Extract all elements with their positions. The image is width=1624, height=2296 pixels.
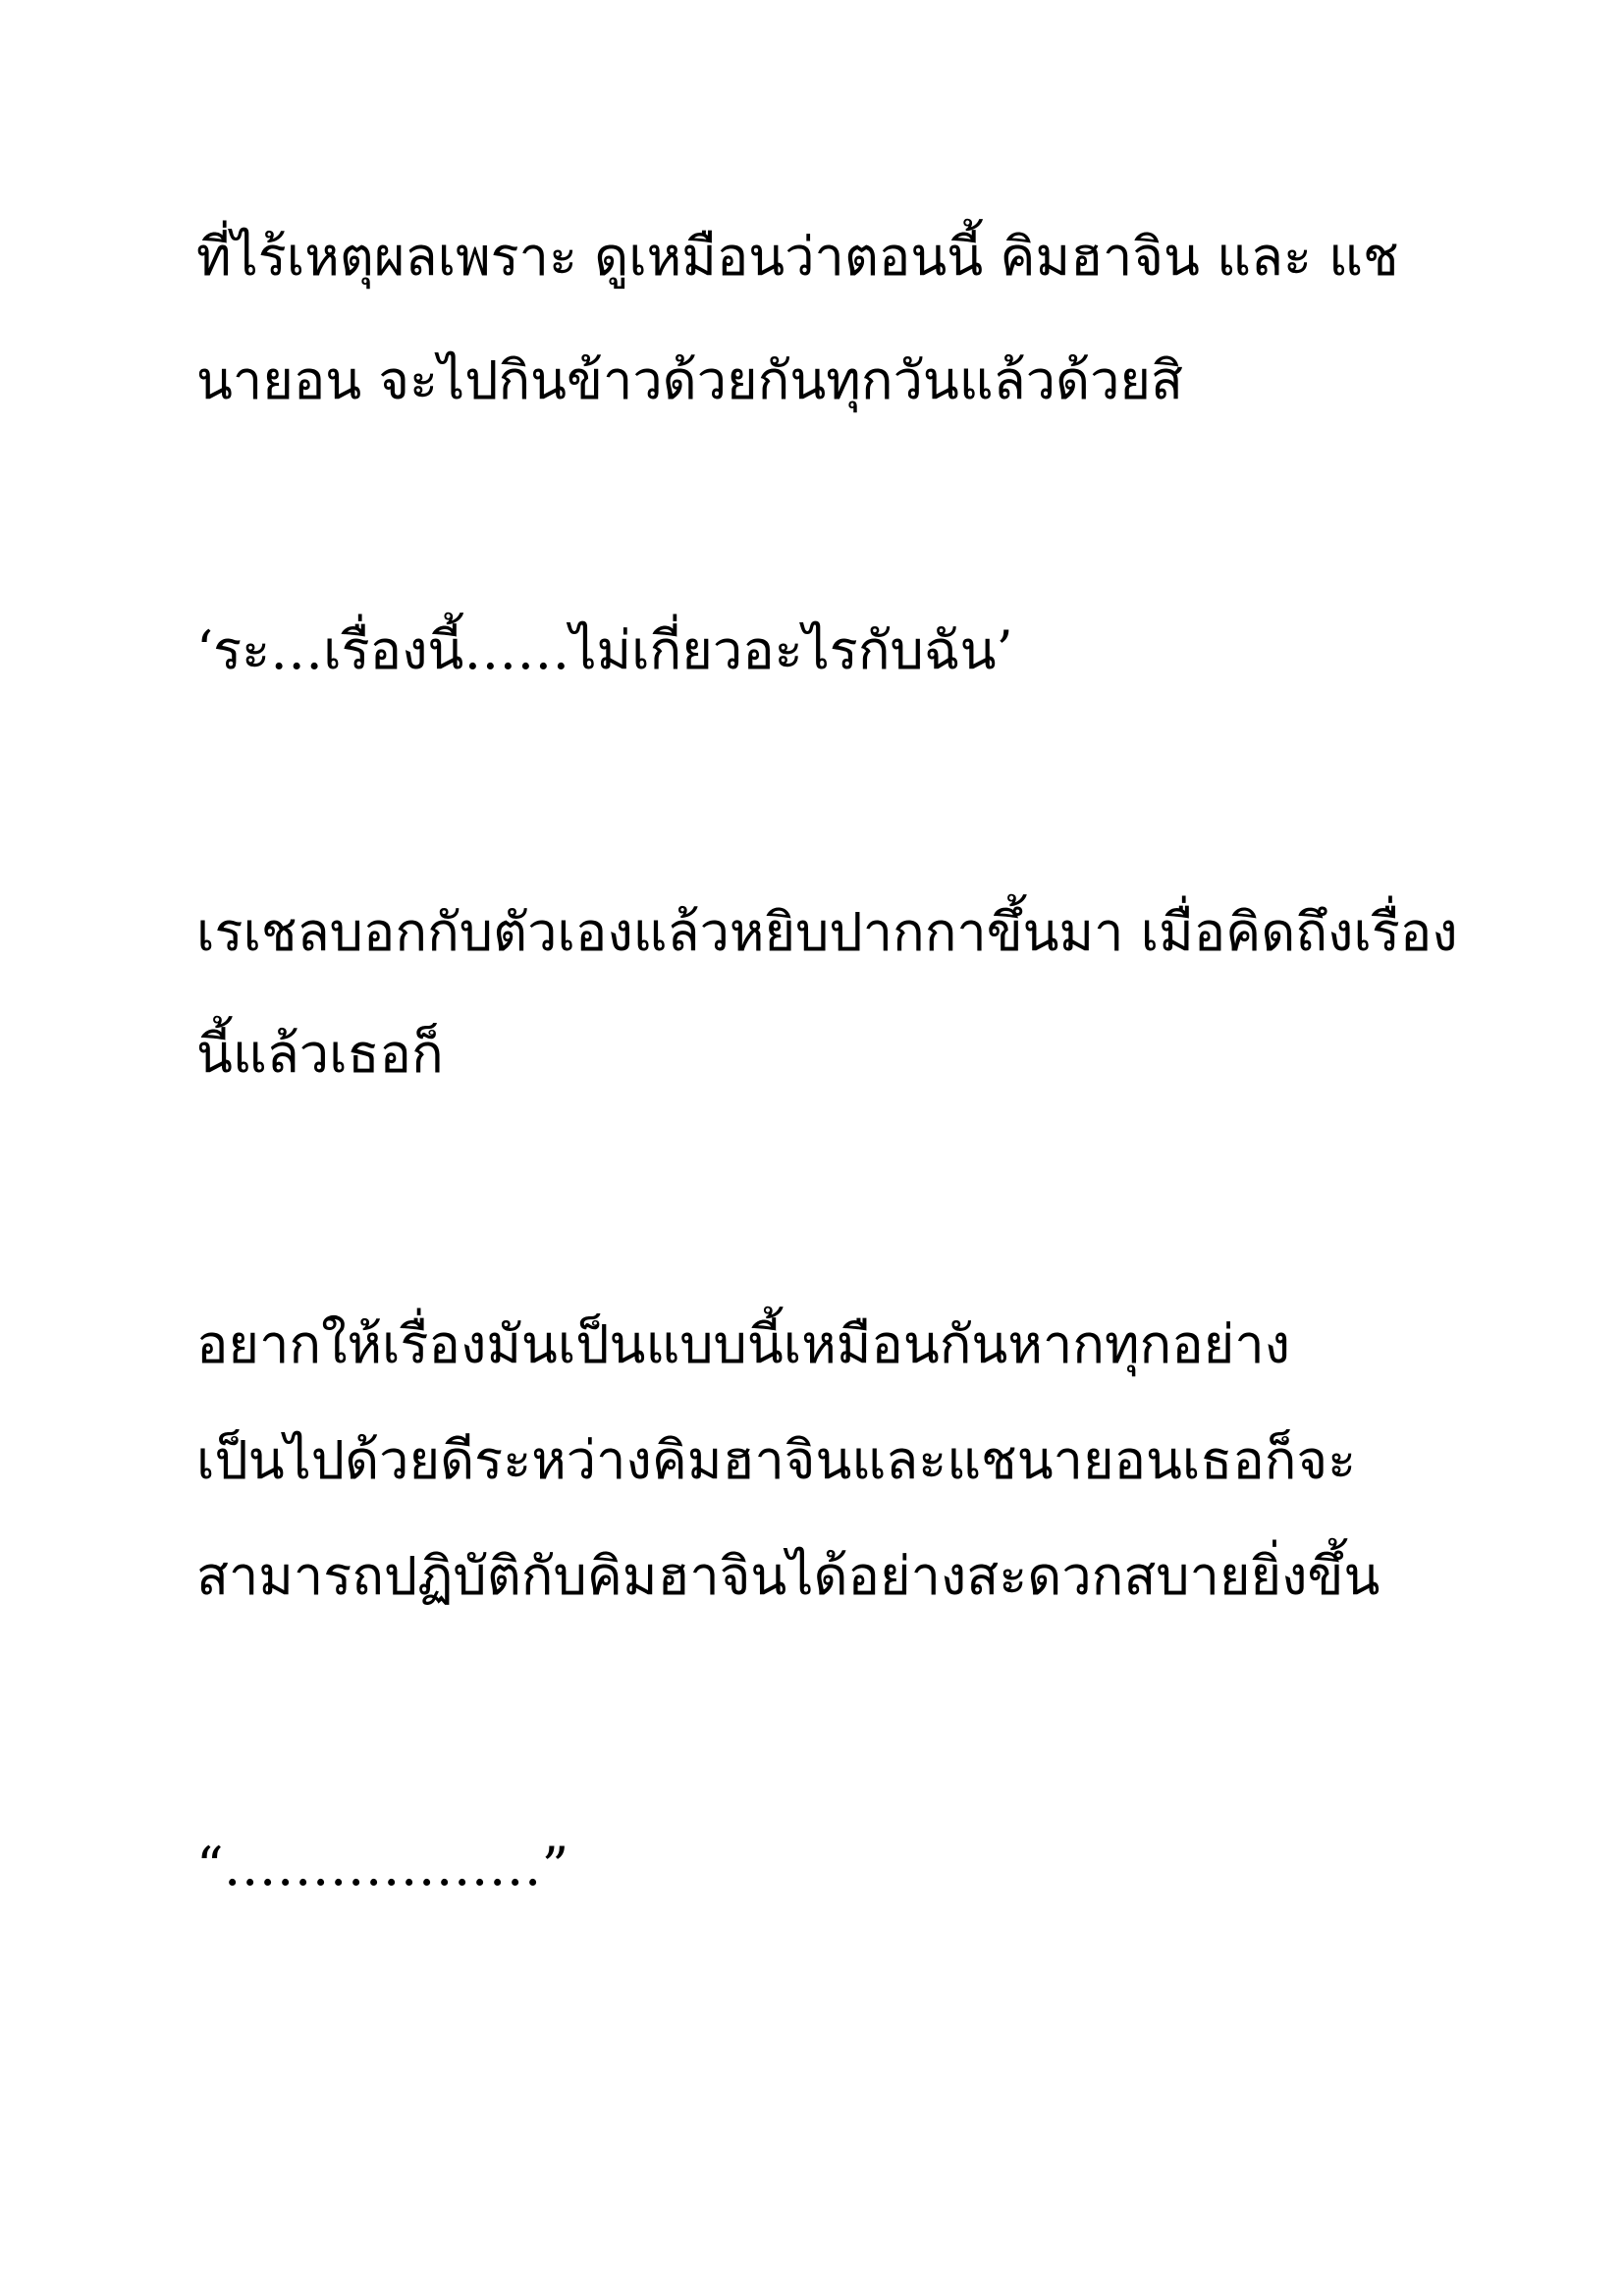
- paragraph-2-line-1: เรเชลบอกกับตัวเองแล้วหยิบปากกาขึ้นมา เมื่อคิดถึงเรื่อง: [196, 901, 1458, 963]
- paragraph-1-line-2: นายอน จะไปกินข้าวด้วยกันทุกวันแล้วด้วยสิ: [196, 349, 1184, 411]
- paragraph-1-line-1: ที่ไร้เหตุผลเพราะ ดูเหมือนว่าตอนนี้ คิมฮาจิน และ แช: [196, 226, 1399, 288]
- dialogue-ellipsis-line: “………………”: [196, 1836, 569, 1897]
- paragraph-3-line-2: เป็นไปด้วยดีระหว่างคิมฮาจินและแชนายอนเธอก็จะ: [196, 1429, 1357, 1491]
- paragraph-3-line-1: อยากให้เรื่องมันเป็นแบบนี้เหมือนกันหากทุกอย่าง: [196, 1313, 1291, 1375]
- inner-thought-line: ‘ระ…เรื่องนี้……ไม่เกี่ยวอะไรกับฉัน’: [196, 619, 1013, 681]
- paragraph-3-line-3: สามารถปฏิบัติกับคิมฮาจินได้อย่างสะดวกสบายยิ่งขึ้น: [196, 1545, 1380, 1607]
- paragraph-2-line-2: นี้แล้วเธอก็: [196, 1023, 444, 1085]
